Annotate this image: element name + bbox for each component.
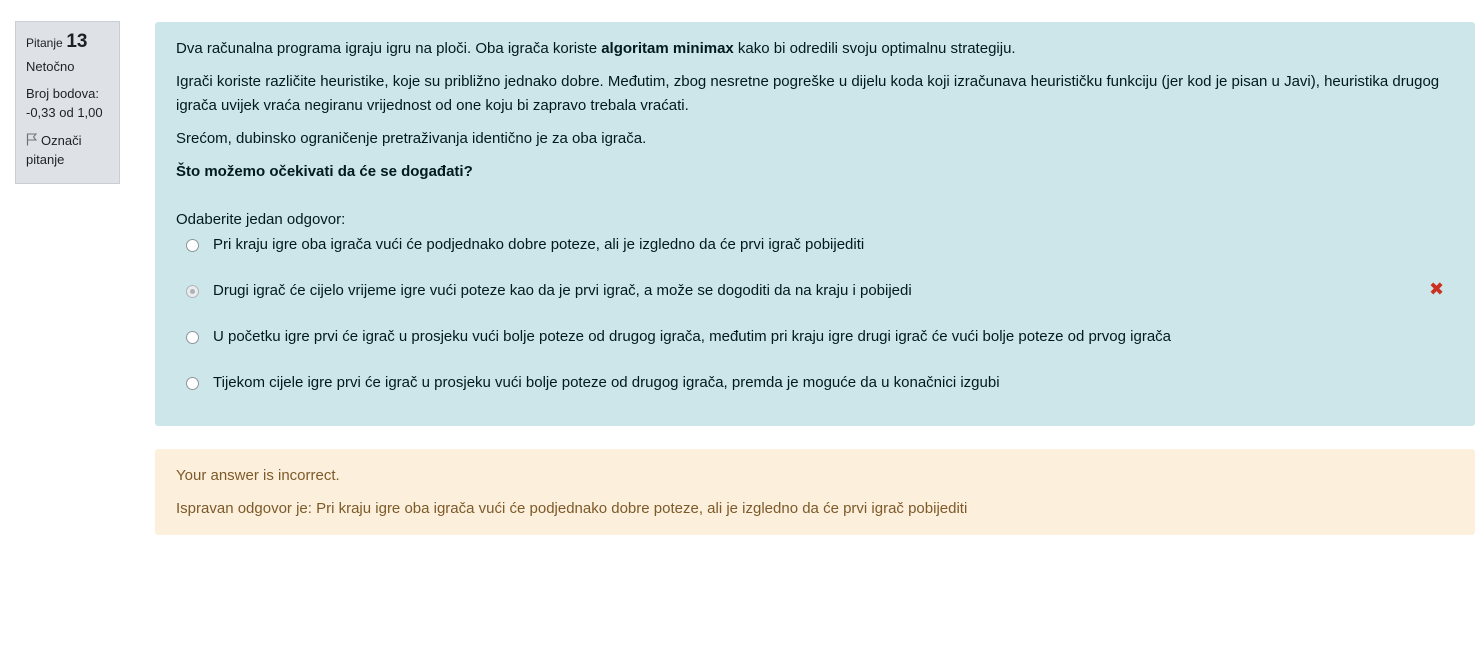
para1-bold: algoritam minimax [601, 40, 734, 57]
question-paragraph-3: Srećom, dubinsko ograničenje pretraživanja identično je za oba igrača. [176, 130, 647, 147]
question-text-box [155, 22, 1475, 426]
para1-start: Dva računalna programa igraju igru na ploči. Oba igrača koriste [176, 40, 602, 57]
flag-question-link[interactable] [26, 131, 119, 169]
question-paragraph-1 [176, 37, 1454, 61]
answer-label-a[interactable]: Pri kraju igre oba igrača vući će podjednako dobre poteze, ali je izgledno da će prvi igrač pobijediti [213, 236, 865, 253]
right-answer: Ispravan odgovor je: Pri kraju igre oba igrača vući će podjednako dobre poteze, ali je izgledno da će prvi igrač pobijediti [176, 500, 968, 517]
answer-label-c[interactable]: U početku igre prvi će igrač u prosjeku vući bolje poteze od drugog igrača, međutim pri kraju igre drugi igrač će vući bolje poteze od prvog igrača [213, 328, 1172, 345]
question-info-panel [15, 21, 120, 184]
answer-option-c[interactable] [176, 328, 1454, 374]
answer-radio-d[interactable] [186, 377, 199, 390]
question-number-value: 13 [66, 31, 88, 52]
flag-label[interactable]: Označi pitanje [26, 133, 82, 167]
answer-option-d[interactable] [176, 374, 1454, 420]
grade-label: Broj bodova: [26, 86, 99, 101]
answer-radio-c[interactable] [186, 331, 199, 344]
answer-option-a[interactable] [176, 236, 1454, 282]
answer-label-b[interactable]: Drugi igrač će cijelo vrijeme igre vući poteze kao da je prvi igrač, a može se dogoditi da na kraju i pobijedi [213, 282, 912, 299]
answer-radio-b[interactable] [186, 285, 199, 298]
para1-end: kako bi odredili svoju optimalnu strategiju. [733, 40, 1016, 57]
incorrect-icon: ✖ [1429, 279, 1445, 299]
answer-label-d[interactable]: Tijekom cijele igre prvi će igrač u prosjeku vući bolje poteze od drugog igrača, premda je moguće da u konačnici izgubi [213, 374, 1000, 391]
question-number [26, 31, 119, 54]
feedback-box [155, 449, 1475, 535]
answer-list [176, 236, 1454, 420]
question-prompt-bold: Što možemo očekivati da će se događati? [176, 163, 473, 180]
general-feedback: Your answer is incorrect. [176, 467, 340, 484]
flag-icon[interactable] [26, 133, 38, 146]
question-state: Netočno [26, 59, 75, 74]
grade-value: -0,33 od 1,00 [26, 105, 103, 120]
question-grade [26, 84, 119, 122]
answer-prompt: Odaberite jedan odgovor: [176, 211, 346, 228]
answer-option-b[interactable] [176, 279, 1454, 328]
answer-radio-a[interactable] [186, 239, 199, 252]
question-paragraph-2: Igrači koriste različite heuristike, koje su približno jednako dobre. Međutim, zbog nesretne pogreške u dijelu koda koji izračunava heurističku funkciju (jer kod je pisan u Javi), heuristika drugog igrača uvijek vraća negiranu vrijednost od one koju bi zapravo trebala vraćati. [176, 73, 1440, 114]
question-label: Pitanje [26, 36, 63, 50]
